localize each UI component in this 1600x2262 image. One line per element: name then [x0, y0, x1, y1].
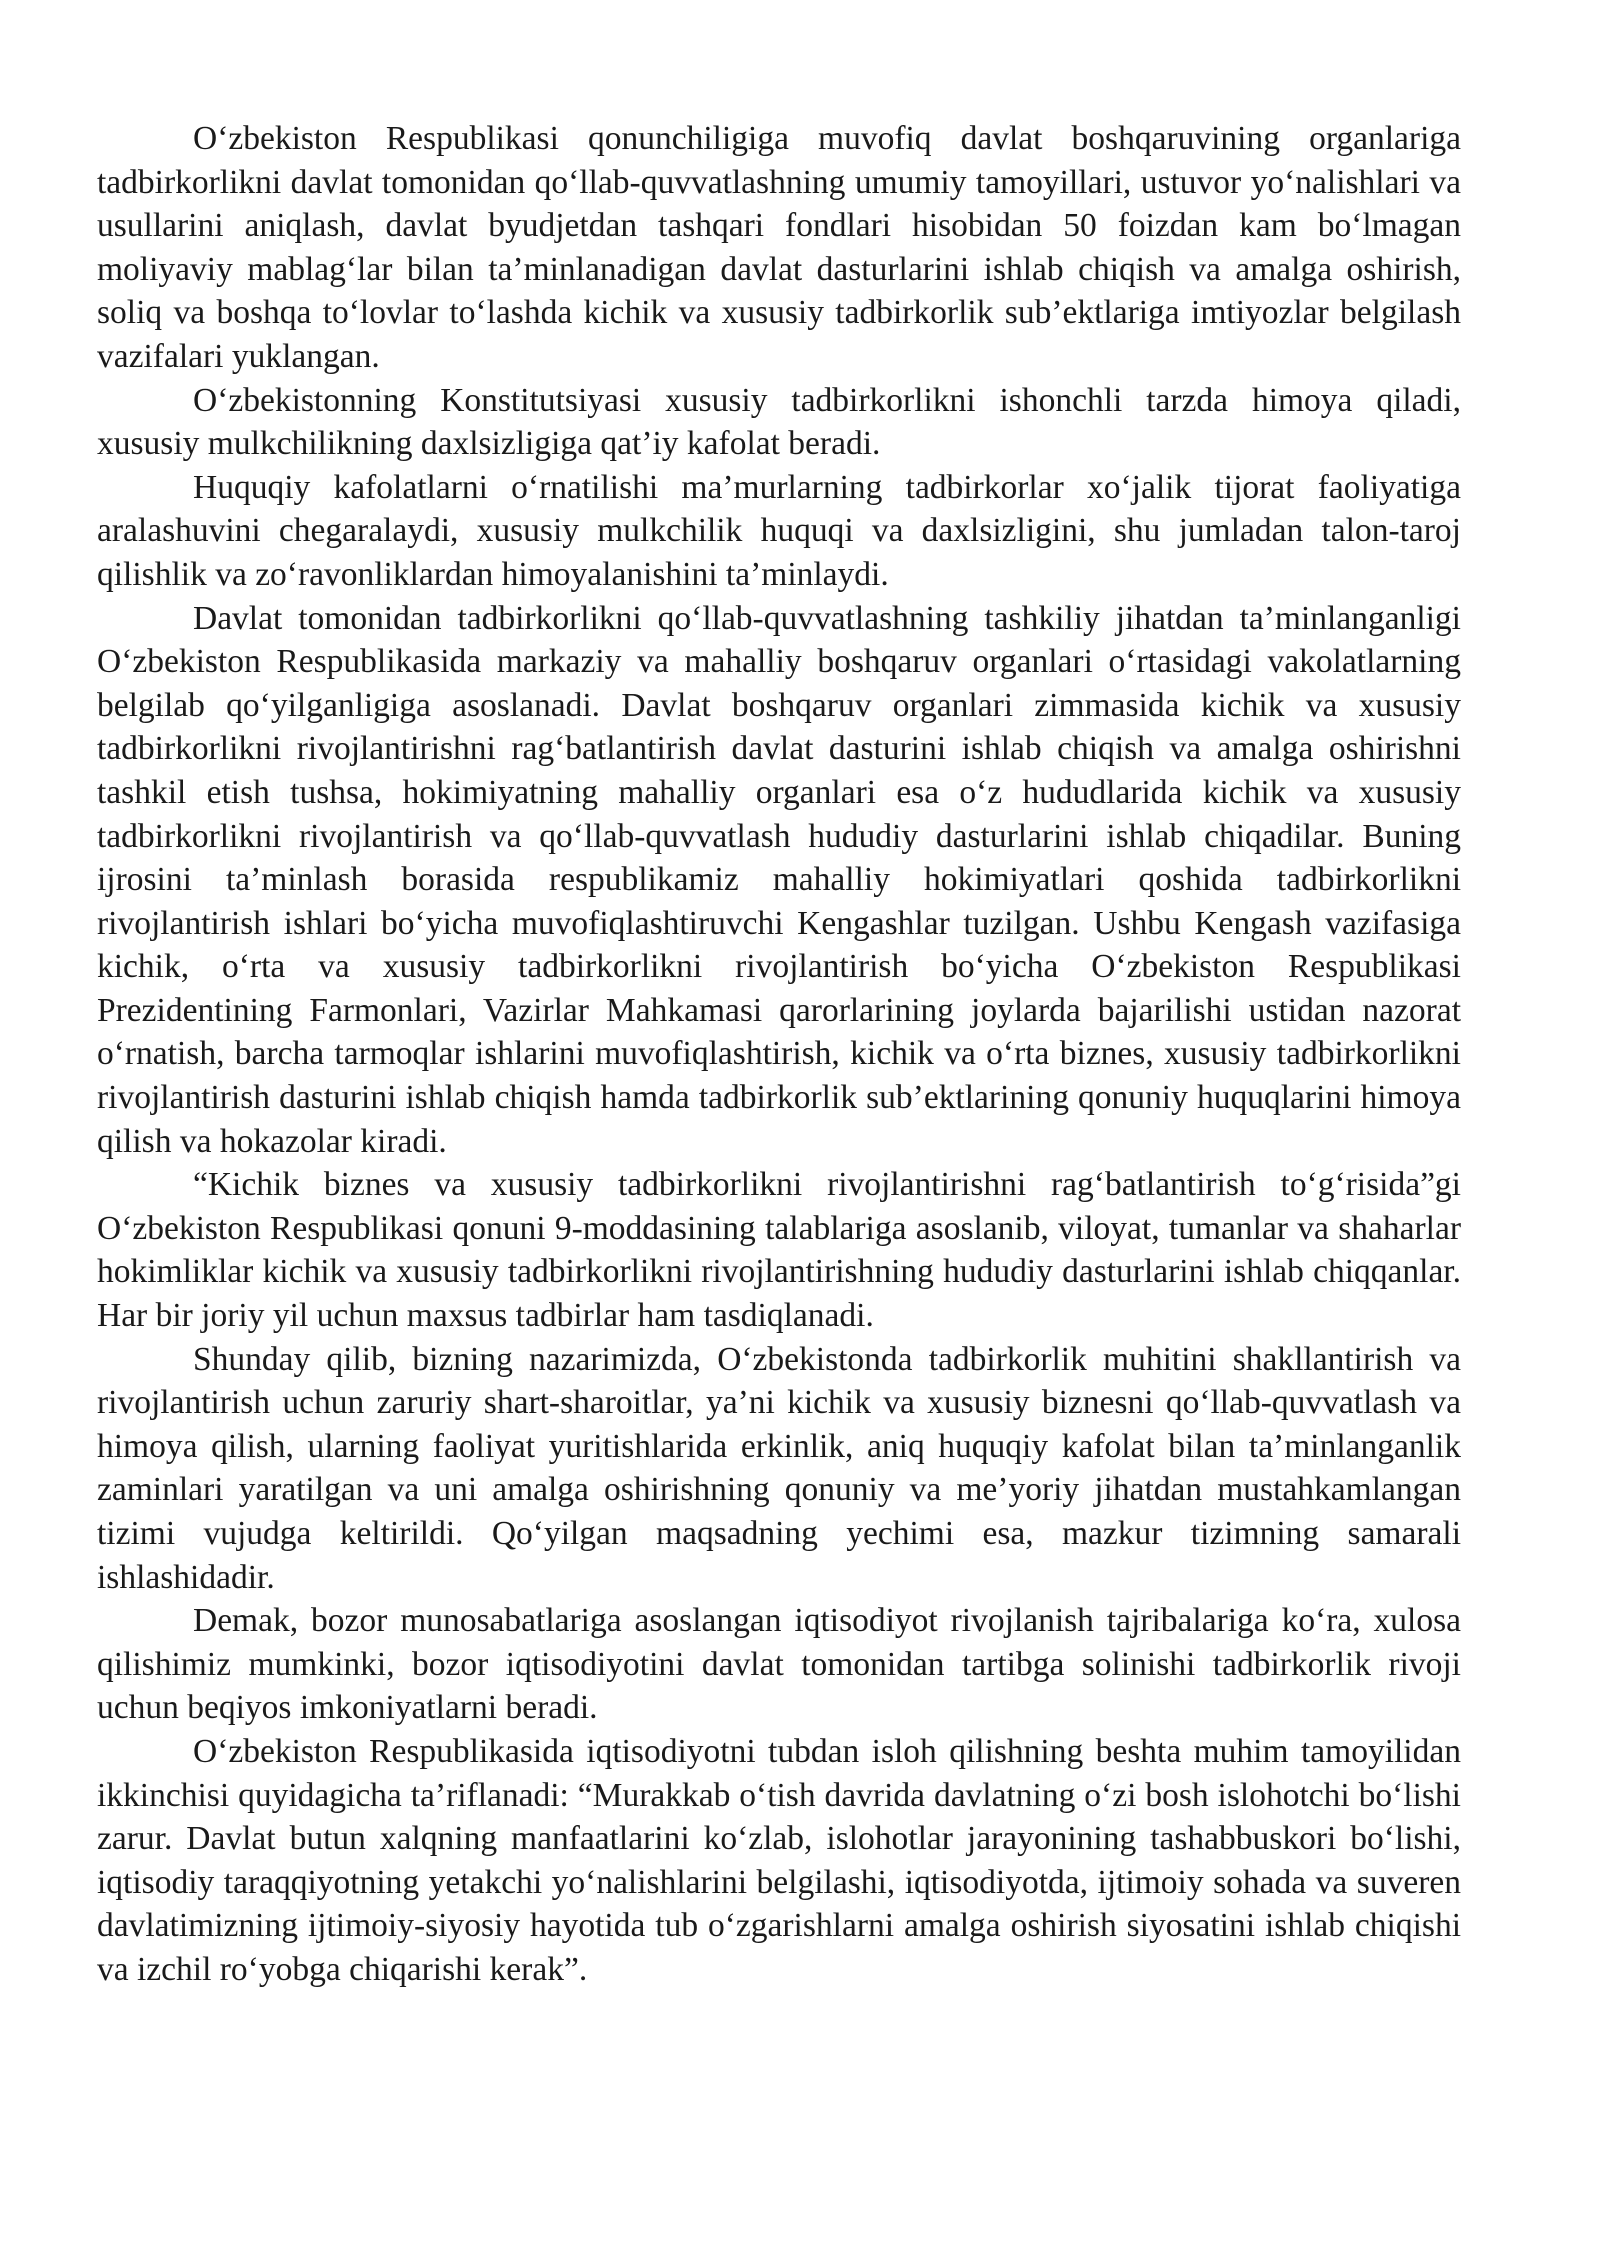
- paragraph: O‘zbekiston Respublikasida iqtisodiyotni tubdan isloh qilishning beshta muhim tamoyilidan ikkinchisi quyidagicha ta’riflanadi: “Murakkab o‘tish davrida davlatning o‘zi bosh islohotchi bo‘lishi zarur. Davlat butun xalqning manfaatlarini ko‘zlab, islohotlar jarayonining tashabbuskori bo‘lishi, iqtisodiy taraqqiyotning yetakchi yo‘nalishlarini belgilashi, iqtisodiyotda, ijtimoiy sohada va suveren davlatimizning ijtimoiy-siyosiy hayotida tub o‘zgarishlarni amalga oshirish siyosatini ishlab chiqishi va izchil ro‘yobga chiqarishi kerak”.: [97, 1732, 1461, 1988]
- paragraph: Shunday qilib, bizning nazarimizda, O‘zbekistonda tadbirkorlik muhitini shakllantirish va rivojlantirish uchun zaruriy shart-sharoitlar, ya’ni kichik va xususiy biznesni qo‘llab-quvvatlash va himoya qilish, ularning faoliyat yuritishlarida erkinlik, aniq huquqiy kafolat bilan ta’minlanganlik zaminlari yaratilgan va uni amalga oshirishning qonuniy va me’yoriy jihatdan mustahkamlangan tizimi vujudga keltirildi. Qo‘yilgan maqsadning yechimi esa, mazkur tizimning samarali ishlashidadir.: [97, 1340, 1461, 1596]
- paragraph: Huquqiy kafolatlarni o‘rnatilishi ma’murlarning tadbirkorlar xo‘jalik tijorat faoliyatiga aralashuvini chegaralaydi, xususiy mulkchilik huquqi va daxlsizligini, shu jumladan talon-taroj qilishlik va zo‘ravonliklardan himoyalanishini ta’minlaydi.: [97, 468, 1461, 593]
- paragraph: Davlat tomonidan tadbirkorlikni qo‘llab-quvvatlashning tashkiliy jihatdan ta’minlanganligi O‘zbekiston Respublikasida markaziy va mahalliy boshqaruv organlari o‘rtasidagi vakolatlarning belgilab qo‘yilganligiga asoslanadi. Davlat boshqaruv organlari zimmasida kichik va xususiy tadbirkorlikni rivojlantirishni rag‘batlantirish davlat dasturini ishlab chiqish va amalga oshirishni tashkil etish tushsa, hokimiyatning mahalliy organlari esa o‘z hududlarida kichik va xususiy tadbirkorlikni rivojlantirish va qo‘llab-quvvatlash hududiy dasturlarini ishlab chiqadilar. Buning ijrosini ta’minlash borasida respublikamiz mahalliy hokimiyatlari qoshida tadbirkorlikni rivojlantirish ishlari bo‘yicha muvofiqlashtiruvchi Kengashlar tuzilgan. Ushbu Kengash vazifasiga kichik, o‘rta va xususiy tadbirkorlikni rivojlantirish bo‘yicha O‘zbekiston Respublikasi Prezidentining Farmonlari, Vazirlar Mahkamasi qarorlarining joylarda bajarilishi ustidan nazorat o‘rnatish, barcha tarmoqlar ishlarini muvofiqlashtirish, kichik va o‘rta biznes, xususiy tadbirkorlikni rivojlantirish dasturini ishlab chiqish hamda tadbirkorlik sub’ektlarining qonuniy huquqlarini himoya qilish va hokazolar kiradi.: [97, 599, 1461, 1160]
- paragraph: “Kichik biznes va xususiy tadbirkorlikni rivojlantirishni rag‘batlantirish to‘g‘risida”gi O‘zbekiston Respublikasi qonuni 9-moddasining talablariga asoslanib, viloyat, tumanlar va shaharlar hokimliklar kichik va xususiy tadbirkorlikni rivojlantirishning hududiy dasturlarini ishlab chiqqanlar. Har bir joriy yil uchun maxsus tadbirlar ham tasdiqlanadi.: [97, 1166, 1461, 1335]
- paragraph: O‘zbekiston Respublikasi qonunchiligiga muvofiq davlat boshqaruvining organlariga tadbirkorlikni davlat tomonidan qo‘llab-quvvatlashning umumiy tamoyillari, ustuvor yo‘nalishlari va usullarini aniqlash, davlat byudjetdan tashqari fondlari hisobidan 50 foizdan kam bo‘lmagan moliyaviy mablag‘lar bilan ta’minlanadigan davlat dasturlarini ishlab chiqish va amalga oshirish, soliq va boshqa to‘lovlar to‘lashda kichik va xususiy tadbirkorlik sub’ektlariga imtiyozlar belgilash vazifalari yuklangan.: [97, 120, 1461, 375]
- paragraph: O‘zbekistonning Konstitutsiyasi xususiy tadbirkorlikni ishonchli tarzda himoya qiladi, xususiy mulkchilikning daxlsizligiga qat’iy kafolat beradi.: [97, 381, 1461, 463]
- paragraph: Demak, bozor munosabatlariga asoslangan iqtisodiyot rivojlanish tajribalariga ko‘ra, xulosa qilishimiz mumkinki, bozor iqtisodiyotini davlat tomonidan tartibga solinishi tadbirkorlik rivoji uchun beqiyos imkoniyatlarni beradi.: [97, 1602, 1461, 1727]
- document-page: [97, 117, 1461, 1992]
